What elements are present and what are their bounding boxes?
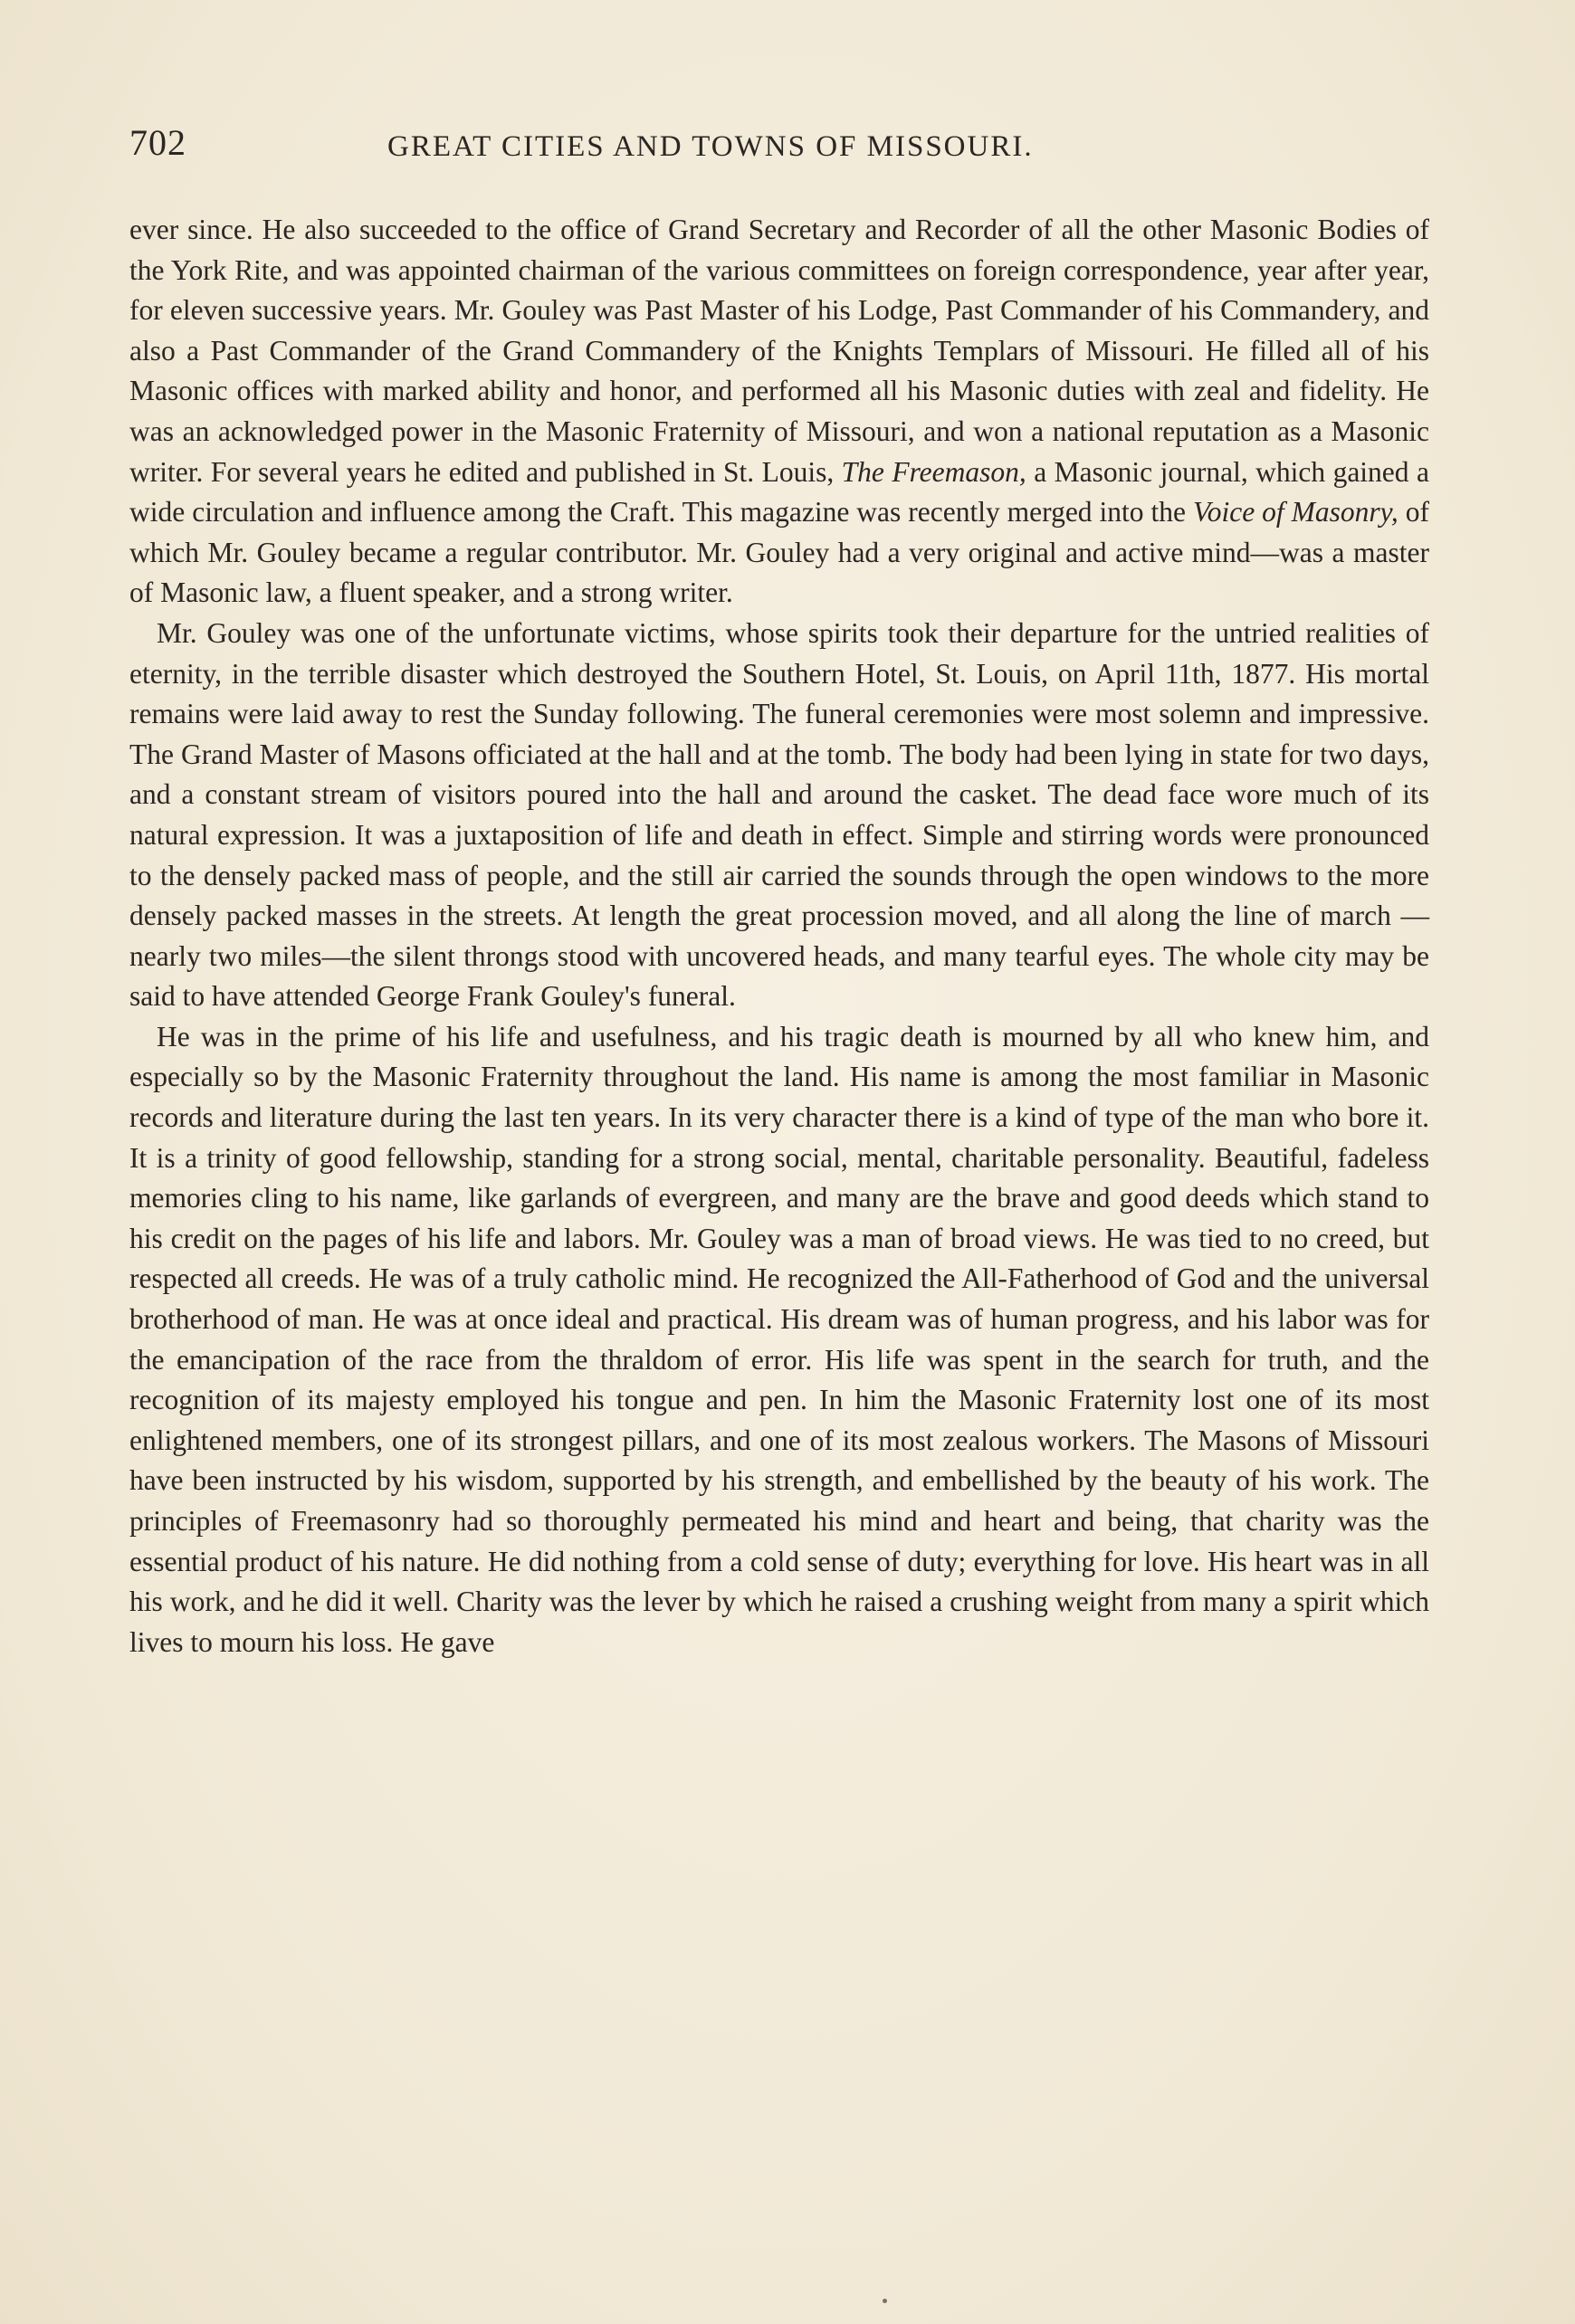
running-head: GREAT CITIES AND TOWNS OF MISSOURI.	[387, 130, 1034, 163]
title-the-freemason: The Freemason,	[841, 455, 1026, 488]
paragraph-3: He was in the prime of his life and usefulness, and his tragic death is mourned by all who knew him, and especially so by the Masonic Fraternity throughout the land. His name is among the most familiar in Masonic records and literature during the last ten years. In its very character there is a kind of type of the man who bore it. It is a trinity of good fellowship, standing for a strong social, mental, charitable personality. Beautiful, fadeless memories cling to his name, like garlands of evergreen, and many are the brave and good deeds which stand to his credit on the pages of his life and labors. Mr. Gouley was a man of broad views. He was tied to no creed, but respected all creeds. He was of a truly catholic mind. He recognized the All-Fatherhood of God and the universal brotherhood of man. He was at once ideal and practical. His dream was of human progress, and his labor was for the emancipation of the race from the thraldom of error. His life was spent in the search for truth, and the recognition of its majesty employed his tongue and pen. In him the Masonic Fraternity lost one of its most enlightened members, one of its strongest pillars, and one of its most zealous workers. The Masons of Missouri have been instructed by his wisdom, supported by his strength, and embellished by the beauty of his work. The principles of Freemasonry had so thoroughly permeated his mind and heart and being, that charity was the essential product of his nature. He did nothing from a cold sense of duty; everything for love. His heart was in all his work, and he did it well. Charity was the lever by which he raised a crushing weight from many a spirit which lives to mourn his loss. He gave	[129, 1020, 1429, 1658]
body-text	[129, 210, 1429, 1662]
title-voice-of-masonry: Voice of Masonry,	[1192, 496, 1398, 529]
paragraph-1-text-c: of which Mr. Gouley became a regular contributor. Mr. Gouley had a very original and active mind—was a master of Masonic law, a fluent speaker, and a strong writer.	[129, 496, 1429, 609]
paragraph-1-text-b: a Masonic journal, which gained a wide circulation and influence among the Craft. This magazine was recently merged into the	[129, 455, 1429, 529]
page-header	[129, 116, 1433, 170]
paragraph-1-text-a: ever since. He also succeeded to the office of Grand Secretary and Recorder of all the other Masonic Bodies of the York Rite, and was appointed chairman of the various committees on foreign correspondence, year after year, for eleven successive years. Mr. Gouley was Past Master of his Lodge, Past Commander of his Commandery, and also a Past Commander of the Grand Commandery of the Knights Templars of Missouri. He filled all of his Masonic offices with marked ability and honor, and performed all his Masonic duties with zeal and fidelity. He was an acknowledged power in the Masonic Fraternity of Missouri, and won a national reputation as a Masonic writer. For several years he edited and published in St. Louis,	[129, 214, 1429, 488]
page-number: 702	[129, 122, 186, 163]
paragraph-1	[129, 210, 1429, 614]
paragraph-2: Mr. Gouley was one of the unfortunate victims, whose spirits took their departure for the untried realities of eternity, in the terrible disaster which destroyed the Southern Hotel, St. Louis, on April 11th, 1877. His mortal remains were laid away to rest the Sunday following. The funeral ceremonies were most solemn and impressive. The Grand Master of Masons officiated at the hall and at the tomb. The body had been lying in state for two days, and a constant stream of visitors poured into the hall and around the casket. The dead face wore much of its natural expression. It was a juxtaposition of life and death in effect. Simple and stirring words were pronounced to the densely packed mass of people, and the still air carried the sounds through the open windows to the more densely packed masses in the streets. At length the great procession moved, and all along the line of march —nearly two miles—the silent throngs stood with uncovered heads, and many tearful eyes. The whole city may be said to have attended George Frank Gouley's funeral.	[129, 616, 1429, 1013]
paper-speck	[883, 2299, 887, 2303]
